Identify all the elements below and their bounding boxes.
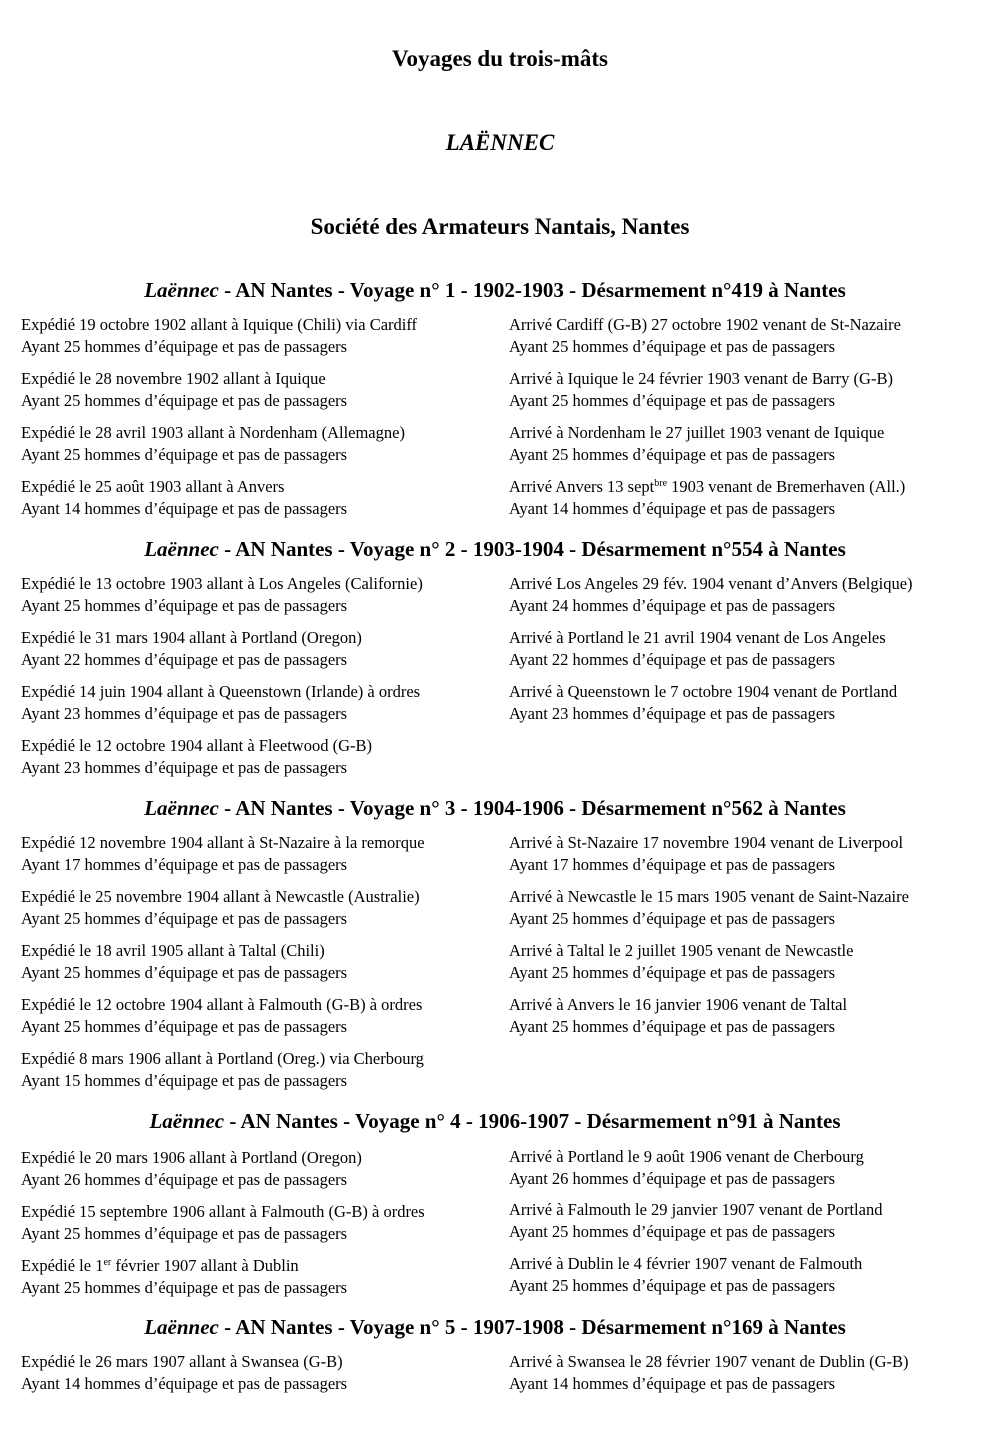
arrival-entry: [509, 994, 847, 1038]
departure-line: Expédié le 31 mars 1904 allant à Portland (Oregon): [21, 628, 362, 647]
crew-line: Ayant 23 hommes d’équipage et pas de passagers: [509, 704, 836, 723]
departure-text-part: Expédié le 1: [21, 1256, 104, 1275]
arrival-line: Arrivé Los Angeles 29 fév. 1904 venant d’Anvers (Belgique): [509, 574, 913, 593]
departure-line: Expédié le 25 août 1903 allant à Anvers: [21, 477, 285, 496]
arrival-line: Arrivé à St-Nazaire 17 novembre 1904 venant de Liverpool: [509, 833, 904, 852]
departure-entry: [21, 1147, 362, 1191]
voyage-header-details: - AN Nantes - Voyage n° 4 - 1906-1907 - Désarmement n°91 à Nantes: [224, 1109, 841, 1133]
departure-entry: [21, 1048, 424, 1092]
departure-line: Expédié 19 octobre 1902 allant à Iquique (Chili) via Cardiff: [21, 315, 418, 334]
departure-line: Expédié le 20 mars 1906 allant à Portland (Oregon): [21, 1148, 362, 1167]
arrival-entry: [509, 940, 853, 984]
voyage-2-header: [0, 537, 990, 562]
crew-line: Ayant 25 hommes d’équipage et pas de passagers: [509, 391, 836, 410]
arrival-entry: [509, 627, 886, 671]
crew-line: Ayant 25 hommes d’équipage et pas de passagers: [509, 445, 836, 464]
arrival-line: [509, 476, 905, 498]
arrival-line: Arrivé à Nordenham le 27 juillet 1903 venant de Iquique: [509, 423, 885, 442]
departure-entry: [21, 681, 420, 725]
crew-line: Ayant 25 hommes d’équipage et pas de passagers: [21, 596, 348, 615]
arrival-line: Arrivé Cardiff (G-B) 27 octobre 1902 venant de St-Nazaire: [509, 315, 901, 334]
crew-line: Ayant 17 hommes d’équipage et pas de passagers: [509, 855, 836, 874]
arrival-entry: [509, 422, 884, 466]
departure-entry: [21, 422, 405, 466]
arrival-line: Arrivé à Falmouth le 29 janvier 1907 venant de Portland: [509, 1200, 883, 1219]
crew-line: Ayant 25 hommes d’équipage et pas de passagers: [509, 963, 836, 982]
owner-title: Société des Armateurs Nantais, Nantes: [310, 214, 690, 239]
arrival-text-part: 1903 venant de Bremerhaven (All.): [667, 477, 906, 496]
crew-line: Ayant 14 hommes d’équipage et pas de passagers: [509, 499, 836, 518]
arrival-text-part: Arrivé Anvers 13 sept: [509, 477, 655, 496]
voyage-1-header: [0, 278, 990, 303]
departure-line: Expédié 14 juin 1904 allant à Queenstown (Irlande) à ordres: [21, 682, 421, 701]
crew-line: Ayant 25 hommes d’équipage et pas de passagers: [509, 1276, 836, 1295]
arrival-entry: [509, 832, 903, 876]
month-abbrev-superscript: bre: [654, 478, 668, 489]
arrival-line: Arrivé à Dublin le 4 février 1907 venant de Falmouth: [509, 1254, 863, 1273]
ship-name: Laënnec: [144, 1315, 219, 1339]
voyage-header-details: - AN Nantes - Voyage n° 5 - 1907-1908 - Désarmement n°169 à Nantes: [218, 1315, 846, 1339]
departure-entry: [21, 1255, 347, 1299]
ship-name: Laënnec: [144, 796, 219, 820]
crew-line: Ayant 25 hommes d’équipage et pas de passagers: [21, 963, 348, 982]
departure-entry: [21, 735, 372, 779]
departure-entry: [21, 886, 420, 930]
crew-line: Ayant 23 hommes d’équipage et pas de passagers: [21, 704, 348, 723]
departure-entry: [21, 1351, 347, 1395]
departure-entry: [21, 476, 347, 520]
arrival-entry: [509, 573, 913, 617]
crew-line: Ayant 24 hommes d’équipage et pas de passagers: [509, 596, 836, 615]
ship-name: Laënnec: [144, 537, 219, 561]
departure-line: Expédié le 12 octobre 1904 allant à Falmouth (G-B) à ordres: [21, 995, 423, 1014]
departure-entry: [21, 832, 425, 876]
crew-line: Ayant 22 hommes d’équipage et pas de passagers: [509, 650, 836, 669]
arrival-entry: [509, 1351, 909, 1395]
arrival-line: Arrivé à Portland le 9 août 1906 venant de Cherbourg: [509, 1147, 864, 1166]
departure-entry: [21, 627, 362, 671]
voyage-5-header: [0, 1315, 990, 1340]
crew-line: Ayant 26 hommes d’équipage et pas de passagers: [509, 1169, 836, 1188]
departure-entry: [21, 314, 417, 358]
arrival-line: Arrivé à Anvers le 16 janvier 1906 venant de Taltal: [509, 995, 848, 1014]
voyage-header-details: - AN Nantes - Voyage n° 3 - 1904-1906 - Désarmement n°562 à Nantes: [218, 796, 846, 820]
crew-line: Ayant 26 hommes d’équipage et pas de passagers: [21, 1170, 348, 1189]
departure-line: Expédié le 13 octobre 1903 allant à Los Angeles (Californie): [21, 574, 423, 593]
arrival-entry: [509, 314, 901, 358]
departure-line: Expédié 12 novembre 1904 allant à St-Nazaire à la remorque: [21, 833, 425, 852]
crew-line: Ayant 15 hommes d’équipage et pas de passagers: [21, 1071, 348, 1090]
crew-line: Ayant 14 hommes d’équipage et pas de passagers: [21, 1374, 348, 1393]
departure-line: Expédié le 28 avril 1903 allant à Nordenham (Allemagne): [21, 423, 405, 442]
departure-entry: [21, 368, 347, 412]
departure-line: Expédié le 28 novembre 1902 allant à Iquique: [21, 369, 326, 388]
crew-line: Ayant 17 hommes d’équipage et pas de passagers: [21, 855, 348, 874]
arrival-entry: [509, 681, 897, 725]
arrival-entry: [509, 886, 909, 930]
departure-line: Expédié le 25 novembre 1904 allant à Newcastle (Australie): [21, 887, 420, 906]
crew-line: Ayant 25 hommes d’équipage et pas de passagers: [21, 909, 348, 928]
departure-line: [21, 1255, 347, 1277]
arrival-entry: [509, 1146, 864, 1190]
crew-line: Ayant 25 hommes d’équipage et pas de passagers: [21, 337, 348, 356]
departure-entry: [21, 940, 347, 984]
departure-line: Expédié le 12 octobre 1904 allant à Fleetwood (G-B): [21, 736, 372, 755]
ship-name: Laënnec: [149, 1109, 225, 1133]
crew-line: Ayant 25 hommes d’équipage et pas de passagers: [21, 1017, 348, 1036]
document-title: Voyages du trois-mâts: [392, 46, 608, 71]
departure-text-part: février 1907 allant à Dublin: [111, 1256, 299, 1275]
arrival-line: Arrivé à Newcastle le 15 mars 1905 venant de Saint-Nazaire: [509, 887, 909, 906]
departure-line: Expédié 8 mars 1906 allant à Portland (Oreg.) via Cherbourg: [21, 1049, 424, 1068]
arrival-line: Arrivé à Taltal le 2 juillet 1905 venant de Newcastle: [509, 941, 854, 960]
crew-line: Ayant 25 hommes d’équipage et pas de passagers: [21, 391, 348, 410]
departure-line: Expédié le 18 avril 1905 allant à Taltal (Chili): [21, 941, 325, 960]
crew-line: Ayant 25 hommes d’équipage et pas de passagers: [21, 445, 348, 464]
crew-line: Ayant 25 hommes d’équipage et pas de passagers: [509, 337, 836, 356]
departure-entry: [21, 994, 422, 1038]
crew-line: Ayant 25 hommes d’équipage et pas de passagers: [509, 1017, 836, 1036]
arrival-entry: [509, 476, 905, 520]
ship-name: Laënnec: [144, 278, 219, 302]
crew-line: Ayant 14 hommes d’équipage et pas de passagers: [21, 499, 348, 518]
voyage-header-details: - AN Nantes - Voyage n° 2 - 1903-1904 - Désarmement n°554 à Nantes: [218, 537, 846, 561]
arrival-entry: [509, 368, 893, 412]
ordinal-superscript: er: [103, 1257, 112, 1268]
departure-line: Expédié 15 septembre 1906 allant à Falmouth (G-B) à ordres: [21, 1202, 425, 1221]
crew-line: Ayant 25 hommes d’équipage et pas de passagers: [509, 909, 836, 928]
arrival-entry: [509, 1253, 862, 1297]
arrival-line: Arrivé à Queenstown le 7 octobre 1904 venant de Portland: [509, 682, 898, 701]
crew-line: Ayant 23 hommes d’équipage et pas de passagers: [21, 758, 348, 777]
departure-entry: [21, 1201, 425, 1245]
voyage-3-header: [0, 796, 990, 821]
departure-entry: [21, 573, 423, 617]
crew-line: Ayant 22 hommes d’équipage et pas de passagers: [21, 650, 348, 669]
voyage-4-header: [0, 1109, 990, 1134]
crew-line: Ayant 14 hommes d’équipage et pas de passagers: [509, 1374, 836, 1393]
arrival-line: Arrivé à Iquique le 24 février 1903 venant de Barry (G-B): [509, 369, 893, 388]
arrival-entry: [509, 1199, 882, 1243]
crew-line: Ayant 25 hommes d’équipage et pas de passagers: [509, 1222, 836, 1241]
arrival-line: Arrivé à Portland le 21 avril 1904 venant de Los Angeles: [509, 628, 886, 647]
voyage-header-details: - AN Nantes - Voyage n° 1 - 1902-1903 - Désarmement n°419 à Nantes: [218, 278, 846, 302]
crew-line: Ayant 25 hommes d’équipage et pas de passagers: [21, 1224, 348, 1243]
arrival-line: Arrivé à Swansea le 28 février 1907 venant de Dublin (G-B): [509, 1352, 909, 1371]
crew-line: Ayant 25 hommes d’équipage et pas de passagers: [21, 1278, 348, 1297]
departure-line: Expédié le 26 mars 1907 allant à Swansea (G-B): [21, 1352, 343, 1371]
ship-name-title: LAËNNEC: [445, 130, 555, 155]
